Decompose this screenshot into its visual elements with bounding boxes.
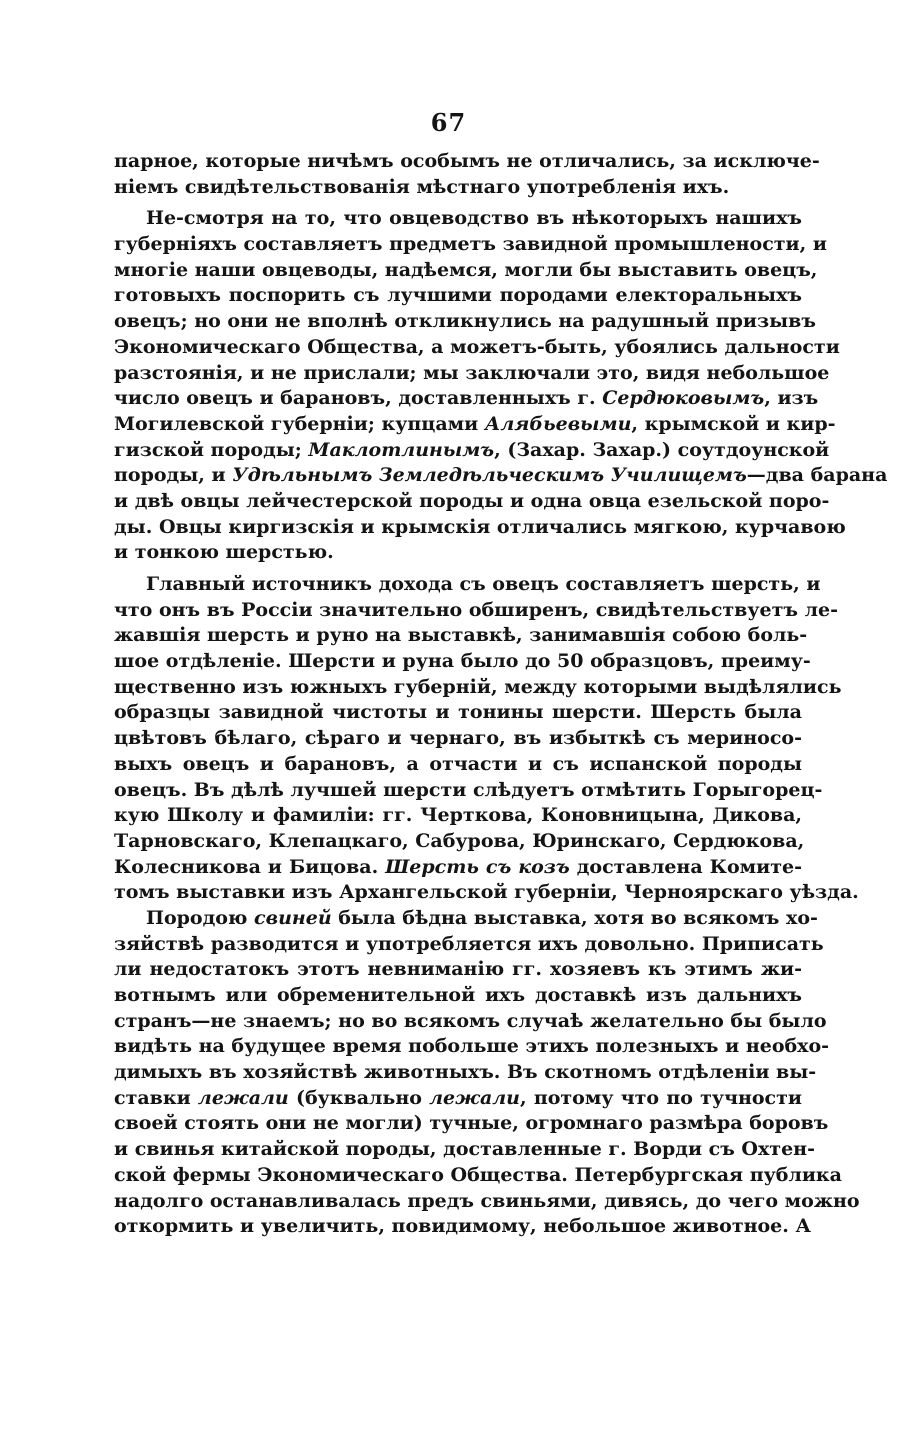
text-line: томъ выставки изъ Архангельской губерніи, Черноярскаго уѣзда. (114, 881, 859, 904)
text-line: разстоянія, и не прислали; мы заключали это, видя небольшое (114, 361, 830, 384)
text-line: и тонкою шерстью. (114, 541, 334, 564)
text-line: и свинья китайской породы, доставленные г. Ворди съ Охтен- (114, 1138, 815, 1161)
text-line: кую Школу и фамиліи: гг. Черткова, Коновницына, Дикова, (114, 804, 802, 827)
text-line: ской фермы Экономическаго Общества. Петербургская публика (114, 1163, 842, 1186)
text-line: гизской породы; Маклотлинымъ, (Захар. Захар.) соутдоунской (114, 438, 830, 461)
text-line: щественно изъ южныхъ губерній, между которыми выдѣлялись (114, 675, 842, 698)
text-line: откормить и увеличить, повидимому, небольшое животное. А (114, 1215, 811, 1238)
text-line: выхъ овецъ и барановъ, а отчасти и съ испанской породы (114, 752, 802, 775)
text-line: Породою свиней была бѣдна выставка, хотя во всякомъ хо- (146, 906, 818, 929)
text-line: готовыхъ поспорить съ лучшими породами електоральныхъ (114, 284, 802, 307)
text-line: ли недостатокъ этотъ невниманію гг. хозяевъ къ этимъ жи- (114, 958, 802, 981)
text-line: и двѣ овцы лейчестерской породы и одна овца езельской поро- (114, 489, 830, 512)
text-line: надолго останавливалась предъ свиньями, дивясь, до чего можно (114, 1189, 860, 1212)
text-line: овецъ; но они не вполнѣ откликнулись на радушный призывъ (114, 310, 816, 333)
text-line: своей стоять они не могли) тучные, огромнаго размѣра боровъ (114, 1112, 829, 1135)
text-line: число овецъ и барановъ, доставленныхъ г. Сердюковымъ, изъ (114, 387, 819, 410)
text-line: овецъ. Въ дѣлѣ лучшей шерсти слѣдуетъ отмѣтить Горыгорец- (114, 778, 823, 801)
page-number: 67 (430, 108, 467, 137)
text-line: странъ—не знаемъ; но во всякомъ случаѣ желательно бы было (114, 1009, 827, 1032)
text-line: шое отдѣленіе. Шерсти и руна было до 50 образцовъ, преиму- (114, 650, 811, 673)
text-line: что онъ въ Россіи значительно обширенъ, свидѣтельствуетъ ле- (114, 598, 838, 621)
text-line: димыхъ въ хозяйствѣ животныхъ. Въ скотномъ отдѣленіи вы- (114, 1061, 817, 1084)
text-line: Колесникова и Бицова. Шерсть съ козъ доставлена Комите- (114, 855, 802, 878)
text-line: Экономическаго Общества, а можетъ-быть, убоялись дальности (114, 335, 840, 358)
text-line: губерніяхъ составляетъ предметъ завидной промышлености, и (114, 233, 827, 256)
text-line: Не-смотря на то, что овцеводство въ нѣкоторыхъ нашихъ (146, 207, 802, 230)
text-line: видѣть на будущее время побольше этихъ полезныхъ и необхо- (114, 1035, 830, 1058)
text-line: породы, и Удѣльнымъ Земледѣльческимъ Училищемъ—два барана (114, 464, 888, 487)
text-line: ды. Овцы киргизскія и крымскія отличались мягкою, курчавою (114, 515, 846, 538)
text-line: ставки лежали (буквально лежали, потому что по тучности (114, 1086, 802, 1109)
text-line: жавшія шерсть и руно на выставкѣ, занимавшія собою боль- (114, 624, 808, 647)
text-line: парное, которые ничѣмъ особымъ не отличались, за исключе- (114, 150, 820, 172)
text-line: Главный источникъ дохода съ овецъ составляетъ шерсть, и (146, 573, 821, 595)
body-text (114, 149, 888, 1240)
text-line: вотнымъ или обременительной ихъ доставкѣ изъ дальнихъ (114, 984, 802, 1006)
text-line: многіе наши овцеводы, надѣемся, могли бы выставить овецъ, (114, 258, 818, 281)
text-line: ніемъ свидѣтельствованія мѣстнаго употребленія ихъ. (114, 175, 730, 198)
text-line: Тарновскаго, Клепацкаго, Сабурова, Юринскаго, Сердюкова, (114, 829, 805, 852)
text-line: цвѣтовъ бѣлаго, сѣраго и чернаго, въ избыткѣ съ мериносо- (114, 727, 802, 750)
text-line: образцы завидной чистоты и тонины шерсти. Шерсть была (114, 701, 802, 724)
text-line: Могилевской губерніи; купцами Алябьевыми, крымской и кир- (114, 412, 836, 435)
text-line: зяйствѣ разводится и употребляется ихъ довольно. Приписать (114, 932, 824, 955)
